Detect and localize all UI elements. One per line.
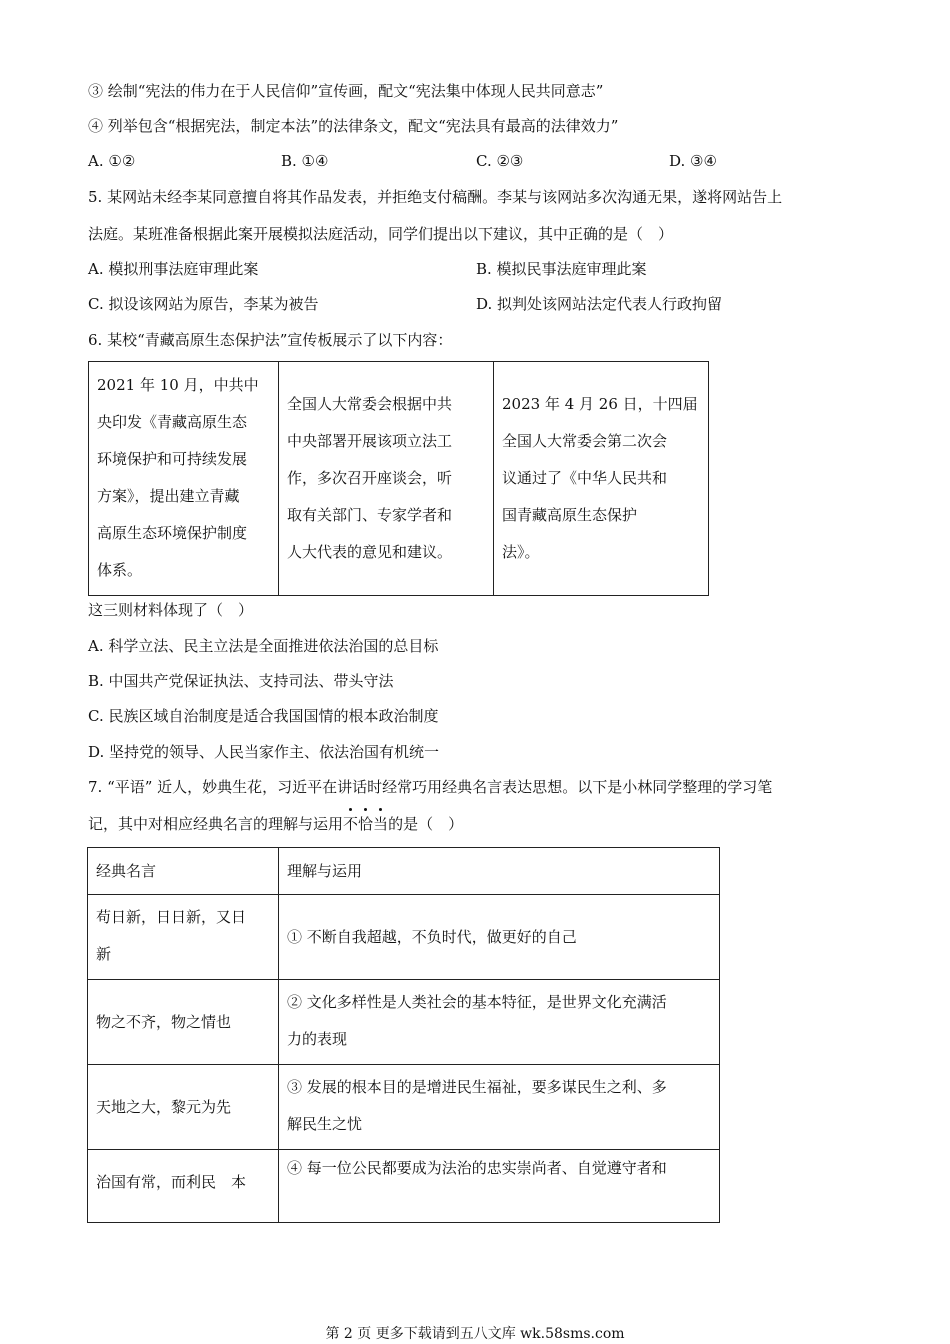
q6-material-cell-2	[279, 362, 494, 596]
q4-option-c: C. ②③	[476, 152, 524, 170]
q7-header-meaning: 理解与运用	[279, 848, 720, 895]
q6-stem: 6. 某校“青藏高原生态保护法”宣传板展示了以下内容：	[88, 331, 453, 349]
q5-option-b: B. 模拟民事法庭审理此案	[476, 260, 647, 278]
q6-cell3-line: 法》。	[502, 543, 540, 561]
q6-option-c: C. 民族区域自治制度是适合我国国情的根本政治制度	[88, 707, 439, 725]
q6-option-d: D. 坚持党的领导、人民当家作主、依法治国有机统一	[88, 743, 440, 761]
q6-cell2-line: 作，多次召开座谈会，听	[287, 469, 453, 487]
q7-meaning-line: ① 不断自我超越，不负时代，做更好的自己	[287, 927, 577, 946]
q6-cell2-line: 中央部署开展该项立法工	[287, 432, 453, 450]
q7-quote-table	[87, 847, 720, 1223]
q7-row-meaning	[279, 980, 720, 1065]
q4-item-3: ③ 绘制“宪法的伟力在于人民信仰”宣传画，配文“宪法集中体现人民共同意志”	[88, 82, 604, 100]
q6-cell1-line: 高原生态环境保护制度	[97, 524, 248, 542]
q7-header-quote: 经典名言	[88, 848, 279, 895]
emphasis-char: 恰	[358, 815, 374, 833]
q7-quote-line: 新	[96, 945, 112, 963]
q6-option-a: A. 科学立法、民主立法是全面推进依法治国的总目标	[88, 637, 439, 655]
q6-cell2-line: 全国人大常委会根据中共	[287, 395, 453, 413]
q6-question: 这三则材料体现了（ ）	[88, 601, 254, 619]
q7-quote-line: 苟日新，日日新，又日	[96, 908, 247, 926]
q6-cell3-line: 议通过了《中华人民共和	[502, 469, 668, 487]
q6-cell1-line: 方案》，提出建立青藏	[97, 487, 240, 505]
q7-stem-line2	[88, 814, 463, 834]
q7-meaning-line: ④ 每一位公民都要成为法治的忠实崇尚者、自觉遵守者和	[287, 1159, 667, 1177]
q4-item-4: ④ 列举包含“根据宪法，制定本法”的法律条文，配文“宪法具有最高的法律效力”	[88, 117, 619, 135]
q7-stem-text: 记，其中对相应经典名言的理解与运用	[88, 815, 344, 833]
q6-cell3-line: 全国人大常委会第二次会	[502, 432, 668, 450]
q7-row-quote	[88, 1065, 279, 1150]
q7-meaning-line: ③ 发展的根本目的是增进民生福祉，要多谋民生之利、多	[287, 1078, 667, 1096]
q5-option-c: C. 拟设该网站为原告，李某为被告	[88, 295, 319, 313]
q7-meaning-line: ② 文化多样性是人类社会的基本特征，是世界文化充满活	[287, 993, 667, 1011]
q5-option-d: D. 拟判处该网站法定代表人行政拘留	[476, 295, 723, 313]
q4-option-a: A. ①②	[88, 152, 136, 170]
q6-cell3-line: 国青藏高原生态保护	[502, 506, 638, 524]
q5-stem-line1: 5. 某网站未经李某同意擅自将其作品发表，并拒绝支付稿酬。李某与该网站多次沟通无果，遂将网站告上	[88, 188, 783, 206]
q7-stem-line1: 7. “平语” 近人，妙典生花，习近平在讲话时经常巧用经典名言表达思想。以下是小林同学整理的学习笔	[88, 778, 773, 796]
q7-row-meaning	[279, 1065, 720, 1150]
q6-material-table	[88, 361, 709, 596]
q6-cell1-line: 央印发《青藏高原生态	[97, 413, 248, 431]
q4-option-b: B. ①④	[281, 152, 329, 170]
q6-cell1-line: 环境保护和可持续发展	[97, 450, 248, 468]
q7-row-meaning	[279, 895, 720, 980]
q6-cell2-line: 人大代表的意见和建议。	[287, 543, 453, 561]
q7-row-meaning	[279, 1150, 720, 1223]
q6-material-cell-1	[89, 362, 279, 596]
q6-option-b: B. 中国共产党保证执法、支持司法、带头守法	[88, 672, 394, 690]
emphasis-char: 当	[373, 815, 389, 833]
q5-stem-line2: 法庭。某班准备根据此案开展模拟法庭活动，同学们提出以下建议，其中正确的是（ ）	[88, 225, 674, 243]
q7-meaning-line: 力的表现	[287, 1030, 348, 1048]
page-footer: 第 2 页 更多下载请到五八文库 wk.58sms.com	[325, 1326, 625, 1342]
q7-row-quote	[88, 895, 279, 980]
q7-quote-line: 天地之大，黎元为先	[96, 1097, 232, 1116]
q7-row-quote	[88, 980, 279, 1065]
q7-quote-line: 治国有常，而利民 本	[96, 1173, 247, 1191]
q5-option-a: A. 模拟刑事法庭审理此案	[88, 260, 259, 278]
q6-cell2-line: 取有关部门、专家学者和	[287, 506, 453, 524]
q6-cell1-line: 2021 年 10 月，中共中	[97, 376, 259, 394]
q7-meaning-line: 解民生之忧	[287, 1115, 363, 1133]
q7-row-quote	[88, 1150, 279, 1223]
q7-stem-text: 的是（ ）	[388, 815, 464, 833]
q6-cell1-line: 体系。	[97, 561, 143, 579]
emphasis-char: 不	[343, 815, 359, 833]
q6-material-cell-3	[494, 362, 709, 596]
q6-cell3-line: 2023 年 4 月 26 日，十四届	[502, 395, 698, 413]
q7-quote-line: 物之不齐，物之情也	[96, 1012, 232, 1031]
q4-option-d: D. ③④	[669, 152, 717, 170]
